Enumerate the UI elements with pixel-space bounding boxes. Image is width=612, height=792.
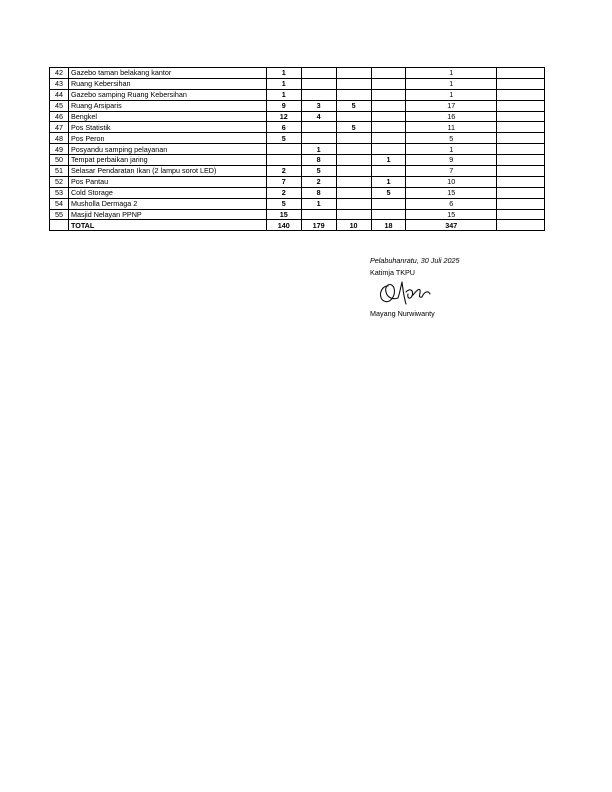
- col-a-value: [266, 144, 301, 155]
- col-d-value: [371, 166, 406, 177]
- signer-role: Katimja TKPU: [370, 268, 416, 278]
- empty-cell: [497, 144, 545, 155]
- col-b-value: [301, 122, 336, 133]
- row-number: 43: [50, 78, 69, 89]
- row-total: 17: [406, 100, 497, 111]
- table-row: [50, 100, 545, 111]
- lamp-inventory-table: [49, 67, 545, 231]
- col-c-value: [336, 176, 371, 187]
- col-d-value: [371, 89, 406, 100]
- col-b-value: 2: [301, 176, 336, 187]
- col-d-value: [371, 133, 406, 144]
- col-b-value: 1: [301, 144, 336, 155]
- col-c-value: [336, 133, 371, 144]
- total-col-d: 18: [371, 220, 406, 231]
- col-c-value: [336, 198, 371, 209]
- row-total: 15: [406, 209, 497, 220]
- col-d-value: [371, 198, 406, 209]
- row-total: 15: [406, 187, 497, 198]
- table-row: [50, 111, 545, 122]
- row-number: 46: [50, 111, 69, 122]
- col-c-value: [336, 155, 371, 166]
- col-a-value: 12: [266, 111, 301, 122]
- col-a-value: 9: [266, 100, 301, 111]
- table-row: [50, 68, 545, 79]
- col-c-value: [336, 68, 371, 79]
- col-d-value: 1: [371, 155, 406, 166]
- row-number: 55: [50, 209, 69, 220]
- row-total: 11: [406, 122, 497, 133]
- col-c-value: 5: [336, 100, 371, 111]
- empty-cell: [497, 100, 545, 111]
- row-number: 51: [50, 166, 69, 177]
- place-date: Pelabuhanratu, 30 Juli 2025: [370, 256, 460, 265]
- total-col-a: 140: [266, 220, 301, 231]
- col-b-value: [301, 68, 336, 79]
- col-b-value: [301, 78, 336, 89]
- table-row: [50, 89, 545, 100]
- col-a-value: 2: [266, 187, 301, 198]
- col-a-value: 6: [266, 122, 301, 133]
- col-c-value: [336, 209, 371, 220]
- row-number: 47: [50, 122, 69, 133]
- total-sum: 347: [406, 220, 497, 231]
- col-c-value: [336, 166, 371, 177]
- row-number: 50: [50, 155, 69, 166]
- row-total: 6: [406, 198, 497, 209]
- table-row: [50, 166, 545, 177]
- location-name: Ruang Kebersihan: [68, 78, 266, 89]
- row-number: 42: [50, 68, 69, 79]
- col-d-value: 5: [371, 187, 406, 198]
- location-name: Pos Statistik: [68, 122, 266, 133]
- location-name: Posyandu samping pelayanan: [68, 144, 266, 155]
- col-a-value: 5: [266, 198, 301, 209]
- row-total: 7: [406, 166, 497, 177]
- location-name: Pos Pantau: [68, 176, 266, 187]
- row-total: 1: [406, 144, 497, 155]
- row-number: 44: [50, 89, 69, 100]
- total-col-c: 10: [336, 220, 371, 231]
- col-c-value: 5: [336, 122, 371, 133]
- col-a-value: 5: [266, 133, 301, 144]
- row-total: 10: [406, 176, 497, 187]
- col-b-value: [301, 89, 336, 100]
- table-row: [50, 155, 545, 166]
- location-name: Tempat perbaikan jaring: [68, 155, 266, 166]
- col-a-value: [266, 155, 301, 166]
- empty-cell: [497, 89, 545, 100]
- col-b-value: [301, 209, 336, 220]
- location-name: Gazebo taman belakang kantor: [68, 68, 266, 79]
- table-row: [50, 122, 545, 133]
- col-c-value: [336, 187, 371, 198]
- empty-cell: [497, 133, 545, 144]
- col-d-value: [371, 209, 406, 220]
- col-b-value: 8: [301, 187, 336, 198]
- empty-cell: [497, 187, 545, 198]
- empty-cell: [497, 198, 545, 209]
- row-total: 16: [406, 111, 497, 122]
- location-name: Cold Storage: [68, 187, 266, 198]
- col-d-value: [371, 144, 406, 155]
- col-a-value: 2: [266, 166, 301, 177]
- col-d-value: [371, 78, 406, 89]
- table-row: [50, 187, 545, 198]
- col-b-value: 5: [301, 166, 336, 177]
- total-label: TOTAL: [68, 220, 266, 231]
- col-b-value: 1: [301, 198, 336, 209]
- col-a-value: 7: [266, 176, 301, 187]
- location-name: Pos Peron: [68, 133, 266, 144]
- row-number: 52: [50, 176, 69, 187]
- total-no-cell: [50, 220, 69, 231]
- empty-cell: [497, 68, 545, 79]
- total-col-b: 179: [301, 220, 336, 231]
- empty-cell: [497, 176, 545, 187]
- col-b-value: 4: [301, 111, 336, 122]
- col-c-value: [336, 78, 371, 89]
- row-number: 45: [50, 100, 69, 111]
- col-c-value: [336, 144, 371, 155]
- col-d-value: [371, 122, 406, 133]
- row-number: 48: [50, 133, 69, 144]
- row-number: 54: [50, 198, 69, 209]
- location-name: Musholla Dermaga 2: [68, 198, 266, 209]
- col-a-value: 15: [266, 209, 301, 220]
- location-name: Gazebo samping Ruang Kebersihan: [68, 89, 266, 100]
- col-a-value: 1: [266, 89, 301, 100]
- empty-cell: [497, 78, 545, 89]
- empty-cell: [497, 155, 545, 166]
- row-total: 1: [406, 68, 497, 79]
- table-body: [50, 68, 545, 220]
- table-row: [50, 209, 545, 220]
- total-empty-cell: [497, 220, 545, 231]
- empty-cell: [497, 111, 545, 122]
- location-name: Selasar Pendaratan Ikan (2 lampu sorot LED): [68, 166, 266, 177]
- table-row: [50, 176, 545, 187]
- col-c-value: [336, 89, 371, 100]
- row-total: 5: [406, 133, 497, 144]
- table-row: [50, 198, 545, 209]
- col-d-value: 1: [371, 176, 406, 187]
- col-a-value: 1: [266, 68, 301, 79]
- row-number: 53: [50, 187, 69, 198]
- row-number: 49: [50, 144, 69, 155]
- signer-name: Mayang Nurwiwanty: [370, 309, 435, 319]
- col-b-value: 8: [301, 155, 336, 166]
- location-name: Masjid Nelayan PPNP: [68, 209, 266, 220]
- empty-cell: [497, 209, 545, 220]
- col-d-value: [371, 68, 406, 79]
- table-row: [50, 133, 545, 144]
- empty-cell: [497, 122, 545, 133]
- col-b-value: 3: [301, 100, 336, 111]
- empty-cell: [497, 166, 545, 177]
- location-name: Ruang Arsiparis: [68, 100, 266, 111]
- row-total: 1: [406, 89, 497, 100]
- handwritten-signature: [374, 278, 434, 308]
- col-d-value: [371, 111, 406, 122]
- col-b-value: [301, 133, 336, 144]
- row-total: 9: [406, 155, 497, 166]
- table-row: [50, 144, 545, 155]
- total-row: [50, 220, 545, 231]
- row-total: 1: [406, 78, 497, 89]
- table-row: [50, 78, 545, 89]
- col-c-value: [336, 111, 371, 122]
- signature-block: [370, 257, 460, 318]
- col-a-value: 1: [266, 78, 301, 89]
- location-name: Bengkel: [68, 111, 266, 122]
- col-d-value: [371, 100, 406, 111]
